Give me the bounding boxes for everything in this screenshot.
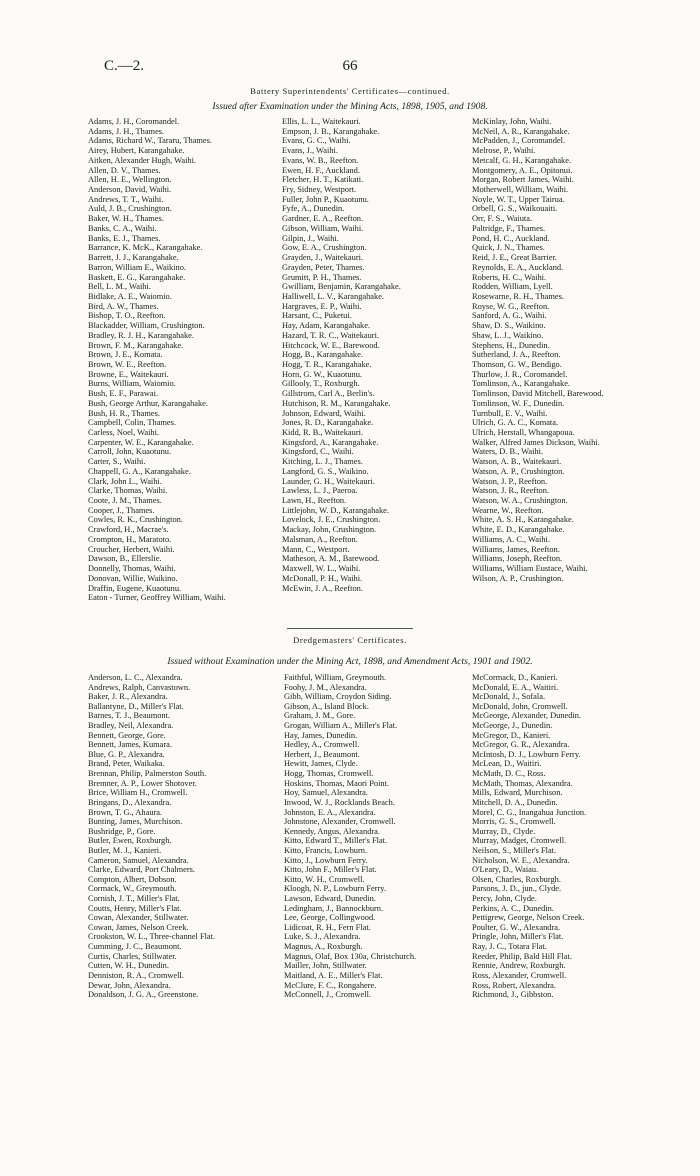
list-entry: Fry, Sidney, Westport. [282, 185, 357, 195]
list-entry: Williams, A. C., Waihi. [472, 534, 550, 544]
list-entry: Gwilliam, Benjamin, Karangahake. [282, 282, 401, 292]
section-subtitle-dredgemasters: Issued without Examination under the Mining Act, 1898, and Amendment Acts, 1901 and 1902. [167, 656, 533, 667]
list-entry: Adams, Richard W., Tararu, Thames. [88, 136, 213, 146]
list-entry: Kitto, W. H., Cromwell. [284, 874, 365, 884]
list-entry: Barrett, J. J., Karangahake. [88, 253, 179, 263]
list-entry: Allen, H. E., Wellington. [88, 175, 172, 185]
list-entry: Mann, C., Westport. [282, 544, 350, 554]
list-entry: Johnston, E. A., Alexandra. [284, 807, 376, 817]
list-entry: Launder, G. H., Waitekauri. [282, 476, 375, 486]
list-entry: Quick, J. N., Thames. [472, 243, 545, 253]
list-entry: Airey, Hubert, Karangahake. [88, 146, 185, 156]
list-entry: Hay, James, Dunedin. [284, 730, 358, 740]
list-entry: Langford, G. S., Waikino. [282, 466, 369, 476]
list-entry: McKinlay, John, Waihi. [472, 117, 552, 126]
list-entry: Hay, Adam, Karangahake. [282, 321, 371, 331]
list-entry: Kingsford, C., Waihi. [282, 447, 354, 457]
list-entry: Brown, W. E., Reefton. [88, 359, 167, 369]
list-entry: Hedley, A., Cromwell. [284, 740, 360, 750]
list-entry: Kingsford, A., Karangahake. [282, 437, 379, 447]
list-entry: Dawson, B., Ellerslie. [88, 554, 162, 564]
list-entry: Horn, G. W., Kuaotunu. [282, 369, 363, 379]
battery-column-2 [282, 117, 464, 593]
list-entry: Banks, C. A., Waihi. [88, 223, 157, 233]
list-entry: Harsant, C., Puketui. [282, 311, 352, 321]
list-entry: Watson, A. P., Crushington. [472, 466, 565, 476]
list-entry: McPadden, J., Coromandel. [472, 136, 566, 146]
list-entry: Neilson, S., Miller's Flat. [472, 845, 557, 855]
list-entry: Bennett, George, Gore. [88, 730, 166, 740]
list-entry: Banks, E. J., Thames. [88, 233, 161, 243]
list-entry: Gibb, William, Croydon Siding. [284, 692, 392, 702]
list-entry: Matheson, A. M., Barewood. [282, 554, 380, 564]
list-entry: Clark, John L., Waihi. [88, 476, 162, 486]
list-entry: Bunting, James, Murchison. [88, 817, 183, 827]
list-entry: Perkins, A. C., Dunedin. [472, 903, 554, 913]
list-entry: Percy, John, Clyde. [472, 894, 537, 904]
list-entry: Cameron, Samuel, Alexandra. [88, 855, 189, 865]
list-entry: Bradley, Neil, Alexandra. [88, 721, 174, 731]
battery-column-1 [88, 117, 270, 603]
list-entry: Herbert, J., Beaumont. [284, 749, 360, 759]
list-entry: Evans, J., Waihi. [282, 146, 338, 156]
list-entry: McMath, D. C., Ross. [472, 769, 546, 779]
section-title-dredgemasters: Dredgemasters' Certificates. [293, 635, 407, 645]
list-entry: Walker, Alfred James Dickson, Waihi. [472, 437, 600, 447]
list-entry: Mitchell, D. A., Dunedin. [472, 797, 558, 807]
list-entry: Sanford, A. G., Waihi. [472, 311, 547, 321]
list-entry: McDonald, J., Sofala. [472, 692, 546, 702]
list-entry: Baskett, E. G., Karangahake. [88, 272, 186, 282]
list-entry: Denniston, R. A., Cromwell. [88, 970, 184, 980]
list-entry: Ewen, H. F., Auckland. [282, 165, 360, 175]
list-entry: Kennedy, Angus, Alexandra. [284, 826, 380, 836]
list-entry: Melrose, P., Waihi. [472, 146, 536, 156]
list-entry: Bennett, James, Kumara. [88, 740, 172, 750]
list-entry: Poulter, G. W., Alexandra. [472, 922, 561, 932]
list-entry: Magnus, Olaf, Box 130a, Christchurch. [284, 951, 417, 961]
list-entry: Andrews, T. T., Waihi. [88, 194, 164, 204]
list-entry: Carpenter, W. E., Karangahake. [88, 437, 194, 447]
list-entry: Evans, G. C., Waihi. [282, 136, 351, 146]
list-entry: Pettigrew, George, Nelson Creek. [472, 913, 585, 923]
list-entry: Faithful, William, Greymouth. [284, 673, 387, 682]
list-entry: Cormack, W., Greymouth. [88, 884, 177, 894]
dredgemasters-column-1 [88, 673, 284, 1000]
list-entry: Kitching, L. J., Thames. [282, 457, 363, 467]
list-entry: Hoskins, Thomas, Maori Point. [284, 778, 390, 788]
list-entry: Inwood, W. J., Rocklands Beach. [284, 797, 395, 807]
list-entry: Waters, D. B., Waihi. [472, 447, 544, 457]
list-entry: Malsman, A., Reefton. [282, 534, 358, 544]
list-entry: Gibson, William, Waihi. [282, 223, 364, 233]
list-entry: Kitto, Edward T., Miller's Flat. [284, 836, 388, 846]
list-entry: Tomlinson, David Mitchell, Barewood. [472, 389, 604, 399]
list-entry: Graham, J. M., Gore. [284, 711, 356, 721]
list-entry: Richmond, J., Gibbston. [472, 990, 554, 1000]
list-entry: Ross, Alexander, Cromwell. [472, 970, 567, 980]
list-entry: Tomlinson, A., Karangahake. [472, 379, 571, 389]
list-entry: Ellis, L. L., Waitekauri. [282, 117, 361, 126]
list-entry: McLean, D., Waitiri. [472, 759, 542, 769]
list-entry: Bush, H. R., Thames. [88, 408, 160, 418]
list-entry: Roberts, H. C., Waihi. [472, 272, 547, 282]
list-entry: Lovelock, J. E., Crushington. [282, 515, 381, 525]
list-entry: Cutten, W. H., Dunedin. [88, 961, 169, 971]
list-entry: Cornish, J. T., Miller's Flat. [88, 894, 180, 904]
list-entry: Butler, Ewen, Roxburgh. [88, 836, 172, 846]
list-entry: Carless, Noel, Waihi. [88, 428, 160, 437]
list-entry: Eaton - Turner, Geoffrey William, Waihi. [88, 593, 226, 603]
list-entry: Adams, J. H., Coromandel. [88, 117, 180, 126]
list-entry: Stephens, H., Dunedin. [472, 340, 550, 350]
list-entry: Draffin, Eugene, Kuaotunu. [88, 583, 182, 593]
list-entry: Morris, G. S., Cromwell. [472, 817, 556, 827]
list-entry: Magnus, A., Roxburgh. [284, 942, 363, 952]
list-entry: Ulrich, Herstall, Whangapoua. [472, 428, 575, 437]
list-entry: Gibson, A., Island Block. [284, 701, 369, 711]
list-entry: Gillstrom, Carl A., Berlin's. [282, 389, 375, 399]
list-entry: Baker, W. H., Thames. [88, 214, 164, 224]
list-entry: Halliwell, L. V., Karangahake. [282, 291, 385, 301]
list-entry: Hoy, Samuel, Alexandra. [284, 788, 368, 798]
list-entry: Ulrich, G. A. C., Komata. [472, 418, 559, 428]
list-entry: Hogg, B., Karangahake. [282, 350, 363, 360]
list-entry: Clarke, Thomas, Waihi. [88, 486, 168, 496]
page-number: 66 [342, 58, 358, 74]
list-entry: Thurlow, J. R., Coromandel. [472, 369, 568, 379]
list-entry: Anderson, L. C., Alexandra. [88, 673, 183, 682]
list-entry: Shaw, L. J., Waikino. [472, 330, 544, 340]
dredgemasters-column-2 [284, 673, 470, 1000]
list-entry: Maitland, A. E., Miller's Flat. [284, 970, 383, 980]
list-entry: McDonall, P. H., Waihi. [282, 573, 363, 583]
list-entry: Carter, S., Waihi. [88, 457, 146, 467]
list-entry: Brice, William H., Cromwell. [88, 788, 188, 798]
list-entry: Paltridge, F., Thames. [472, 223, 546, 233]
list-entry: Brown, T. G., Ahaura. [88, 807, 163, 817]
list-entry: O'Leary, D., Waiau. [472, 865, 539, 875]
list-entry: Kitto, John F., Miller's Flat. [284, 865, 377, 875]
list-entry: Grayden, J., Waitekauri. [282, 253, 364, 263]
list-entry: Pond, H. C., Auckland. [472, 233, 550, 243]
list-entry: Jones, R. D., Karangahake. [282, 418, 374, 428]
list-entry: Watson, J. P., Reefton. [472, 476, 548, 486]
list-entry: Ray, J. C., Totara Flat. [472, 942, 547, 952]
list-entry: Blackadder, William, Crushington. [88, 321, 205, 331]
list-entry: Brown, J. E., Komata. [88, 350, 163, 360]
list-entry: Anderson, David, Waihi. [88, 185, 172, 195]
list-entry: Gillooly, T., Roxburgh. [282, 379, 360, 389]
list-entry: Hazard, T. R. C., Waitekauri. [282, 330, 380, 340]
list-entry: Bird, A. W., Thames. [88, 301, 159, 311]
list-entry: Lawless, L. J., Paeroa. [282, 486, 358, 496]
list-entry: Bell, L. M., Waihi. [88, 282, 151, 292]
list-entry: Kidd, R. B., Waitekauri. [282, 428, 364, 437]
list-entry: Carroll, John, Kuaotunu. [88, 447, 172, 457]
list-entry: Hitchcock, W. E., Barewood. [282, 340, 380, 350]
list-entry: Donnelly, Thomas, Waihi. [88, 564, 176, 574]
list-entry: Hogg, Thomas, Cromwell. [284, 769, 374, 779]
list-entry: Watson, J. R., Reefton. [472, 486, 550, 496]
list-entry: Williams, James, Reefton. [472, 544, 560, 554]
list-entry: Bidlake, A. E., Waiomio. [88, 291, 172, 301]
list-entry: Croucher, Herbert, Waihi. [88, 544, 175, 554]
list-entry: Wearne, W., Reefton. [472, 505, 544, 515]
list-entry: Blue, G. P., Alexandra. [88, 749, 165, 759]
list-entry: Mills, Edward, Murchison. [472, 788, 563, 798]
list-entry: Donovan, Willie, Waikino. [88, 573, 178, 583]
list-entry: Kitto, Francis, Lowburn. [284, 845, 368, 855]
list-entry: Thomson, G. W., Bendigo. [472, 359, 562, 369]
list-entry: Cowles, R. K., Crushington. [88, 515, 183, 525]
list-entry: Fuller, John P., Kuaotunu. [282, 194, 369, 204]
list-entry: Watson, W. A., Crushington. [472, 496, 568, 506]
list-entry: Empson, J. B., Karangahake. [282, 126, 380, 136]
list-entry: Metcalf, G. H., Karangahake. [472, 155, 572, 165]
list-entry: Rosewarne, R. H., Thames. [472, 291, 564, 301]
list-entry: Johnson, Edward, Waihi. [282, 408, 366, 418]
list-entry: Sutherland, J. A., Reefton. [472, 350, 561, 360]
list-entry: Grumitt, P. H., Thames. [282, 272, 362, 282]
list-entry: Noyle, W. T., Upper Tairua. [472, 194, 565, 204]
list-entry: Ross, Robert, Alexandra. [472, 980, 556, 990]
list-entry: Coote, J. M., Thames. [88, 496, 162, 506]
list-entry: McCormack, D., Kanieri. [472, 673, 558, 682]
list-entry: White, E. D., Karangahake. [472, 525, 565, 535]
list-entry: Williams, Joseph, Reefton. [472, 554, 563, 564]
list-entry: Adams, J. H., Thames. [88, 126, 165, 136]
list-entry: Orr, F. S., Waiuta. [472, 214, 533, 224]
list-entry: White, A. S. H., Karangahake. [472, 515, 574, 525]
list-entry: Barrance, K. McK., Karangahake. [88, 243, 203, 253]
list-entry: Aitken, Alexander Hugh, Waihi. [88, 155, 197, 165]
list-entry: Cumming, J. C., Beaumont. [88, 942, 182, 952]
list-entry: Bringans, D., Alexandra. [88, 797, 172, 807]
list-entry: Campbell, Colin, Thames. [88, 418, 177, 428]
list-entry: Rennie, Andrew, Roxburgh. [472, 961, 566, 971]
battery-column-3 [472, 117, 672, 584]
list-entry: Lidicoat, R. H., Fern Flat. [284, 922, 371, 932]
list-entry: Murray, D., Clyde. [472, 826, 536, 836]
section-subtitle-battery: Issued after Examination under the Mining Acts, 1898, 1905, and 1908. [212, 101, 488, 112]
list-entry: McNeil, A. R., Karangahake. [472, 126, 570, 136]
list-entry: Clarke, Edward, Port Chalmers. [88, 865, 195, 875]
list-entry: Barnes, T. J., Beaumont. [88, 711, 171, 721]
list-entry: Hutchison, R. M., Karangahake. [282, 398, 391, 408]
list-entry: Chappell, G. A., Karangahake. [88, 466, 191, 476]
list-entry: Brennan, Philip, Palmerston South. [88, 769, 207, 779]
list-entry: Compton, Albert, Dobson. [88, 874, 177, 884]
list-entry: Morel, C. G., Inangahua Junction. [472, 807, 587, 817]
list-entry: Hogg, T. R., Karangahake. [282, 359, 372, 369]
list-entry: Fyfe, A., Dunedin. [282, 204, 345, 214]
list-entry: Cowan, James, Nelson Creek. [88, 922, 189, 932]
list-entry: Burns, William, Waiomio. [88, 379, 176, 389]
list-entry: Royse, W. G., Reefton. [472, 301, 550, 311]
list-entry: Foohy, J. M., Alexandra. [284, 682, 367, 692]
list-entry: Crawford, H., Macrae's. [88, 525, 169, 535]
list-entry: Cooper, J., Thames. [88, 505, 155, 515]
list-entry: Luke, S. J., Alexandra. [284, 932, 361, 942]
list-entry: McGeorge, Alexander, Dunedin. [472, 711, 582, 721]
list-entry: McIntosh, D. J., Lowburn Ferry. [472, 749, 581, 759]
list-entry: Turnbull, E. V., Waihi. [472, 408, 548, 418]
list-entry: Fletcher, H. T., Katikati. [282, 175, 364, 185]
list-entry: Wilson, A. P., Crushington. [472, 573, 564, 583]
section-divider [287, 628, 413, 629]
list-entry: McGeorge, J., Dunedin. [472, 721, 553, 731]
list-entry: Dewar, John, Alexandra. [88, 980, 171, 990]
list-entry: Watson, A. B., Waitekauri. [472, 457, 562, 467]
list-entry: Brand, Peter, Waikaka. [88, 759, 165, 769]
list-entry: Pringle, John, Miller's Flat. [472, 932, 564, 942]
section-title-battery: Battery Superintendents' Certificates—continued. [250, 86, 450, 96]
list-entry: Nicholson, W. E., Alexandra. [472, 855, 570, 865]
list-entry: Reid, J. E., Great Barrier. [472, 253, 557, 263]
list-entry: Motherwell, William, Waihi. [472, 185, 569, 195]
list-entry: Montgomery, A. E., Opitonui. [472, 165, 573, 175]
list-entry: Auld, J. B., Crushington. [88, 204, 172, 214]
list-entry: Kloogh, N. P., Lowburn Ferry. [284, 884, 387, 894]
list-entry: McEwin, J. A., Reefton. [282, 583, 363, 593]
list-entry: Butler, M. J., Kanieri. [88, 845, 162, 855]
list-entry: Murray, Madget, Cromwell. [472, 836, 567, 846]
list-entry: Bradley, R. J. H., Karangahake. [88, 330, 194, 340]
list-entry: Grogan, William A., Miller's Flat. [284, 721, 398, 731]
list-entry: Ledingham, J., Bannockburn. [284, 903, 384, 913]
list-entry: Crompton, H., Maratoto. [88, 534, 172, 544]
list-entry: McConnell, J., Cromwell. [284, 990, 372, 1000]
list-entry: Morgan, Robert James, Waihi. [472, 175, 574, 185]
list-entry: Coutts, Henry, Miller's Flat. [88, 903, 182, 913]
list-entry: Barron, William E., Waikino. [88, 262, 186, 272]
list-entry: Andrews, Ralph, Canvastown. [88, 682, 191, 692]
list-entry: Johnstone, Alexander, Cromwell. [284, 817, 396, 827]
list-entry: Orbell, G. S., Waikouaiti. [472, 204, 558, 214]
list-entry: Mackay, John, Crushington. [282, 525, 377, 535]
list-entry: McMath, Thomas, Alexandra. [472, 778, 573, 788]
list-entry: Williams, William Eustace, Waihi. [472, 564, 588, 574]
list-entry: Bush, E. F., Parawai. [88, 389, 159, 399]
list-entry: Reynolds, E. A., Auckland. [472, 262, 564, 272]
list-entry: McDonald, John, Cromwell. [472, 701, 568, 711]
page-header-left: C.—2. [104, 58, 145, 74]
list-entry: Hewitt, James, Clyde. [284, 759, 358, 769]
list-entry: Gow, E. A., Crushington. [282, 243, 367, 253]
list-entry: Bishop, T. O., Reefton. [88, 311, 166, 321]
list-entry: Brown, F. M., Karangahake. [88, 340, 184, 350]
list-entry: Browne, E., Waitekauri. [88, 369, 169, 379]
list-entry: Bremner, A. P., Lower Shotover. [88, 778, 197, 788]
list-entry: Lawson, Edward, Dunedin. [284, 894, 376, 904]
list-entry: Gilpin, J., Waihi. [282, 233, 339, 243]
list-entry: Tomlinson, W. F., Dunedin. [472, 398, 565, 408]
list-entry: Littlejohn, W. D., Karangahake. [282, 505, 389, 515]
list-entry: Bushridge, P., Gore. [88, 826, 156, 836]
list-entry: Maxwell, W. L., Waihi. [282, 564, 361, 574]
list-entry: Rodden, William, Lyell. [472, 282, 553, 292]
list-entry: Donaldson, J. G. A., Greenstone. [88, 990, 199, 1000]
list-entry: Grayden, Peter, Thames. [282, 262, 365, 272]
list-entry: Hargraves, E. P., Waihi. [282, 301, 362, 311]
list-entry: Cowan, Alexander, Stillwater. [88, 913, 189, 923]
list-entry: Parsons, J. D., jun., Clyde. [472, 884, 562, 894]
list-entry: McGregor, D., Kanieri. [472, 730, 551, 740]
list-entry: McDonald, E. A., Waitiri. [472, 682, 559, 692]
list-entry: Curtis, Charles, Stillwater. [88, 951, 177, 961]
list-entry: Allen, D. V., Thames. [88, 165, 161, 175]
list-entry: Lawn, H., Reefton. [282, 496, 347, 506]
list-entry: Evans, W. B., Reefton. [282, 155, 359, 165]
list-entry: Gardner, E. A., Reefton. [282, 214, 364, 224]
list-entry: Olsen, Charles, Roxburgh. [472, 874, 561, 884]
list-entry: Bush, George Arthur, Karangahake. [88, 398, 208, 408]
dredgemasters-column-3 [472, 673, 672, 1000]
list-entry: Reeder, Philip, Bald Hill Flat. [472, 951, 572, 961]
list-entry: Crookston, W. L., Three-channel Flat. [88, 932, 216, 942]
list-entry: McGregor, G. R., Alexandra. [472, 740, 570, 750]
list-entry: Shaw, D. S., Waikino. [472, 321, 546, 331]
list-entry: Kitto, J., Lowburn Ferry. [284, 855, 368, 865]
list-entry: Baker, J. R., Alexandra. [88, 692, 168, 702]
list-entry: Ballantyne, D., Miller's Flat. [88, 701, 184, 711]
list-entry: McClure, F. C., Rongahere. [284, 980, 377, 990]
list-entry: Mailler, John, Stillwater. [284, 961, 367, 971]
list-entry: Lee, George, Collingwood. [284, 913, 376, 923]
